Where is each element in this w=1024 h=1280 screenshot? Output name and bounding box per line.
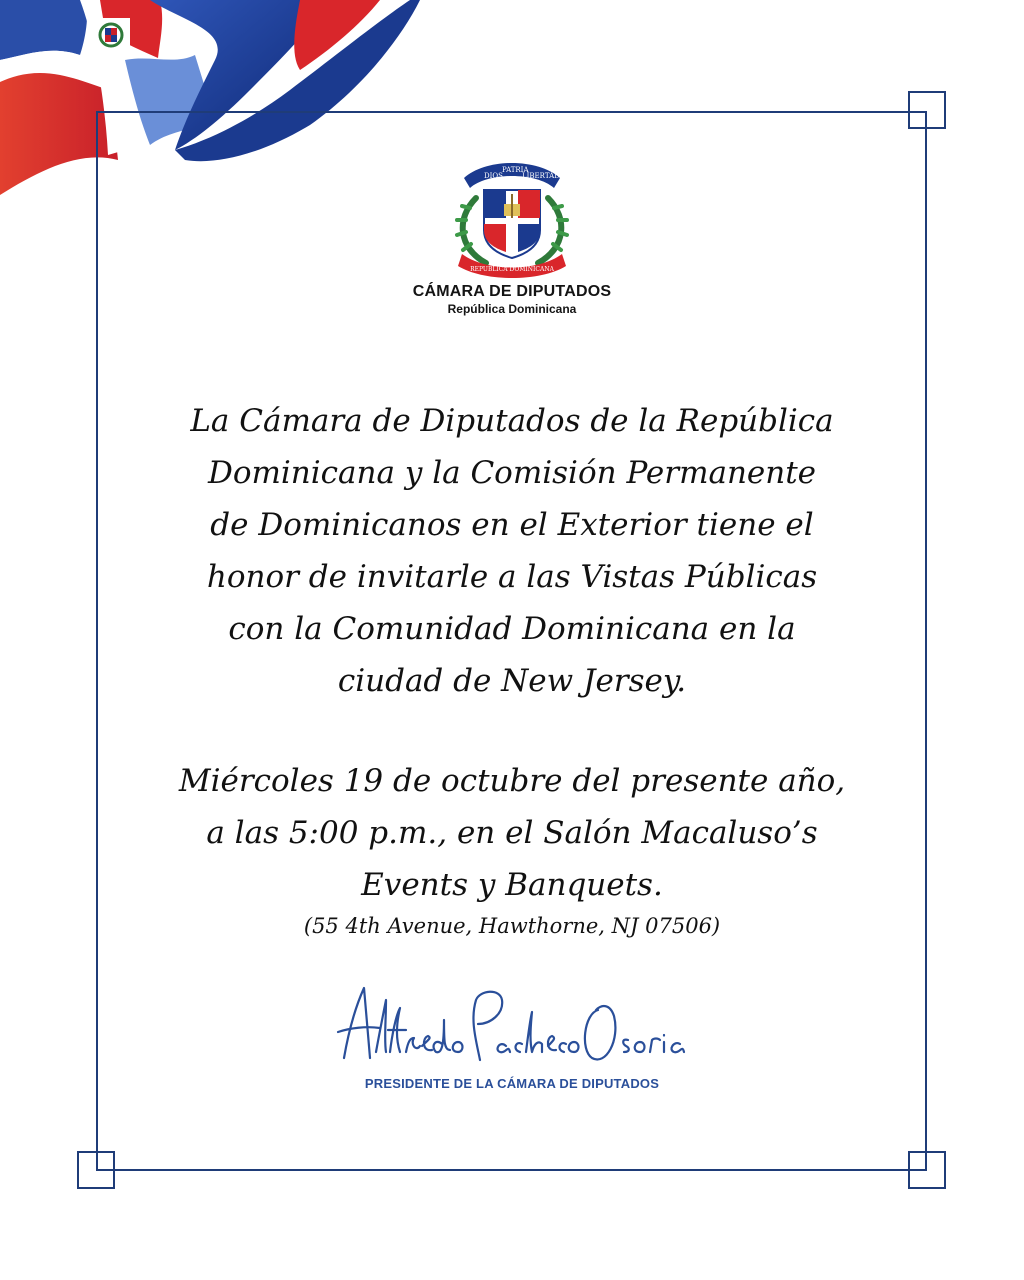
corner-square-bottom-left (77, 1151, 115, 1189)
corner-square-top-right (908, 91, 946, 129)
institution-name: CÁMARA DE DIPUTADOS (412, 283, 612, 300)
coat-of-arms-seal (446, 148, 578, 280)
corner-square-bottom-right (908, 1151, 946, 1189)
handwritten-signature (330, 980, 694, 1070)
invitation-line: Dominicana y la Comisión Permanente (207, 455, 817, 491)
seal-banner: REPUBLICA DOMINICANA (470, 266, 554, 273)
seal-motto-1: DIOS (484, 172, 503, 180)
invitation-line: La Cámara de Diputados de la República (190, 403, 834, 439)
event-line: Events y Banquets. (361, 867, 663, 903)
invitation-line: honor de invitarle a las Vistas Públicas (206, 559, 818, 595)
event-address: (55 4th Avenue, Hawthorne, NJ 07506) (303, 914, 721, 938)
event-line: a las 5:00 p.m., en el Salón Macaluso’s (206, 815, 818, 851)
institution-country: República Dominicana (447, 302, 577, 316)
signature-title: PRESIDENTE DE LA CÁMARA DE DIPUTADOS (364, 1076, 660, 1091)
seal-motto-2: PATRIA (502, 166, 529, 174)
invitation-line: con la Comunidad Dominicana en la (228, 611, 796, 647)
invitation-body (150, 395, 874, 941)
invitation-line: ciudad de New Jersey. (337, 663, 687, 699)
event-line: Miércoles 19 de octubre del presente año, (178, 763, 846, 799)
invitation-line: de Dominicanos en el Exterior tiene el (210, 507, 814, 543)
seal-motto-3: LIBERTAD (522, 172, 560, 180)
